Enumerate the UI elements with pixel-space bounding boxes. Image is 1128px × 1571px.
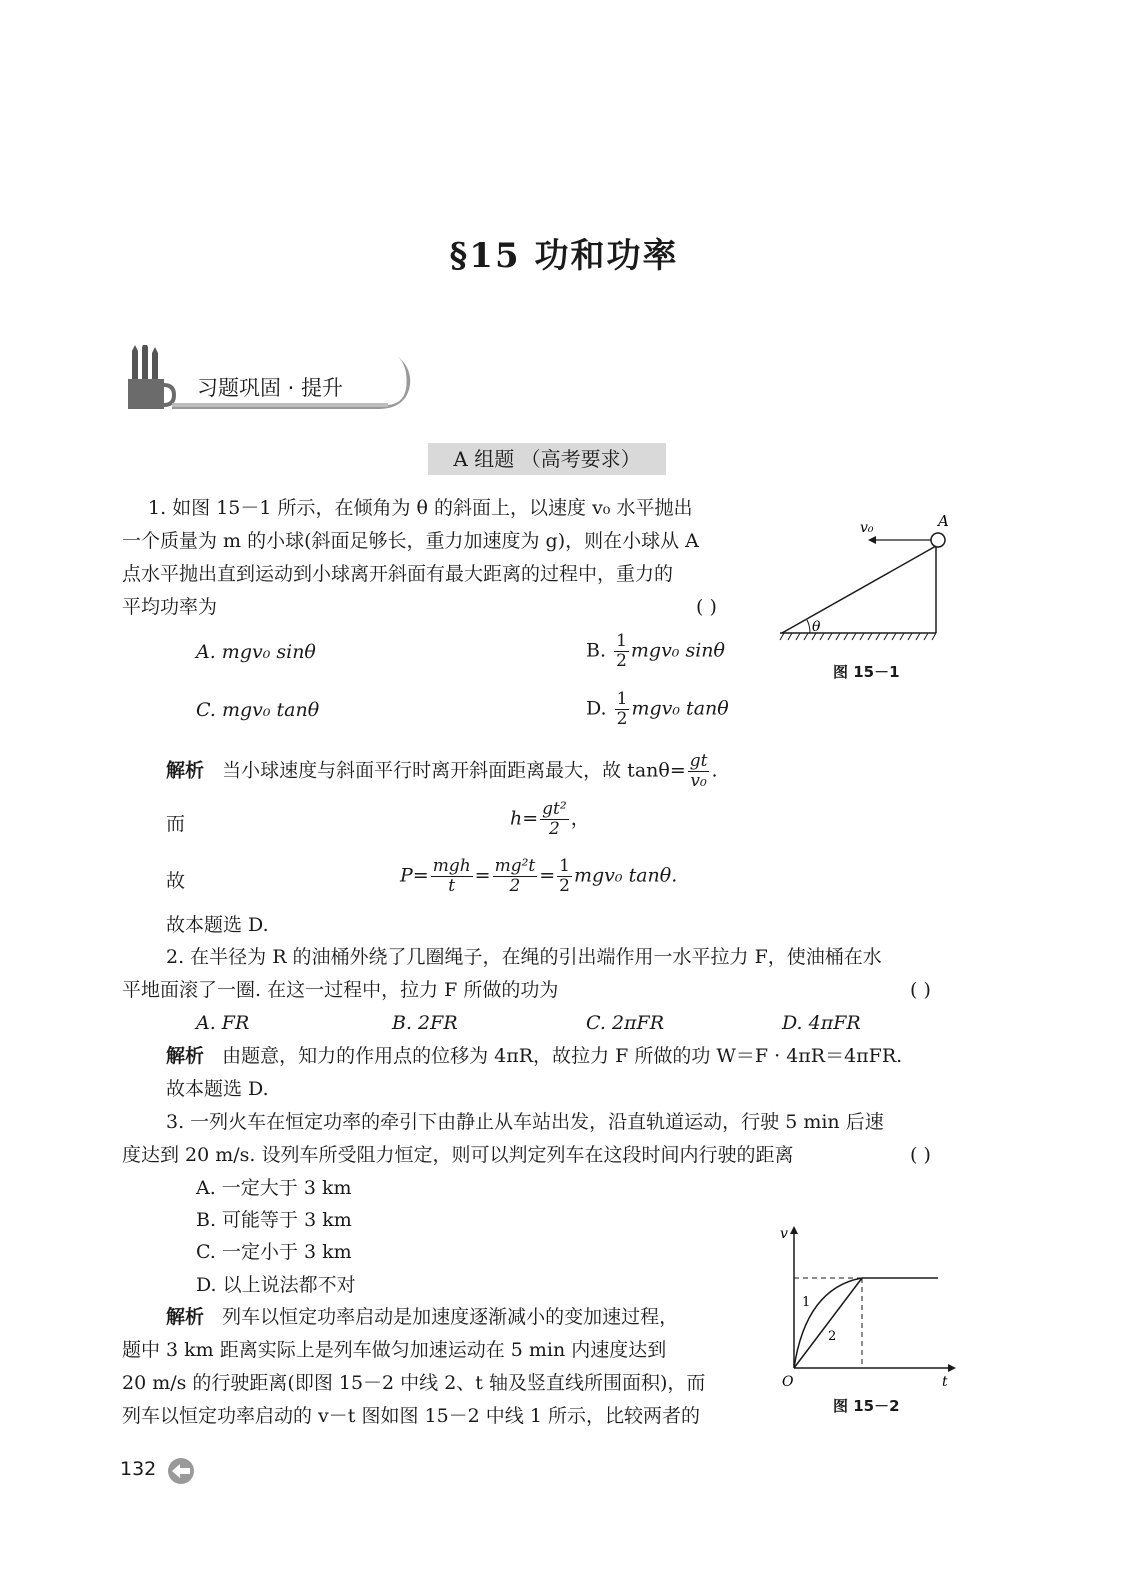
sol1-p-equation: P= $\frac{\text{mgh}}{t}$ = $\frac{\text{mg²t}}{2}$ = $\frac{1}{2}$ mgv₀ tanθ.	[400, 856, 678, 896]
q3-line-2: 度达到 20 m/s. 设列车所受阻力恒定，则可以判定列车在这段时间内行驶的距离	[122, 1144, 794, 1166]
sol3-line-1: 解析 列车以恒定功率启动是加速度逐渐减小的变加速过程，	[166, 1306, 679, 1328]
q1-option-d: D. $\frac{1}{2}$ mgv₀ tanθ	[586, 689, 729, 729]
q3-option-a: A. 一定大于 3 km	[196, 1177, 352, 1199]
q2-line-1: 2. 在半径为 R 的油桶外绕了几圈绳子，在绳的引出端作用一水平拉力 F，使油桶在水	[166, 946, 882, 968]
fig1-label-v0: v₀	[860, 520, 874, 536]
fig1-label-theta: θ	[812, 619, 821, 635]
sol3-line-2: 题中 3 km 距离实际上是列车做匀加速运动在 5 min 内速度达到	[122, 1339, 667, 1361]
q1-line-2: 一个质量为 m 的小球(斜面足够长，重力加速度为 g)，则在小球从 A	[122, 530, 699, 552]
q3-option-d: D. 以上说法都不对	[196, 1274, 356, 1296]
fig2-label-v: v	[780, 1226, 788, 1242]
q2-option-a: A. FR	[196, 1012, 250, 1034]
figure-15-1-caption: 图 15－1	[833, 663, 900, 681]
q1-option-a: A. mgv₀ sinθ	[196, 641, 316, 663]
sol3-line-3: 20 m/s 的行驶距离(即图 15－2 中线 2、t 轴及竖直线所围面积)，而	[122, 1372, 706, 1394]
q3-answer-bracket: ( )	[910, 1144, 931, 1166]
q1-option-b: B. $\frac{1}{2}$ mgv₀ sinθ	[586, 631, 725, 671]
q3-line-1: 3. 一列火车在恒定功率的牵引下由静止从车站出发，沿直轨道运动，行驶 5 min 后速	[166, 1111, 884, 1133]
sol2-conclusion: 故本题选 D.	[166, 1078, 269, 1100]
q1-option-c: C. mgv₀ tanθ	[196, 699, 320, 721]
figure-15-2-caption: 图 15－2	[833, 1397, 900, 1415]
sol1-h-equation: h= $\frac{\text{gt²}}{2}$ ，	[510, 799, 590, 839]
back-arrow-icon	[166, 1456, 196, 1486]
fig2-label-o: O	[782, 1374, 794, 1390]
sol1-conclusion: 故本题选 D.	[166, 914, 269, 936]
sol1-er-label: 而	[166, 813, 186, 835]
q3-option-c: C. 一定小于 3 km	[196, 1241, 352, 1263]
page-number: 132	[120, 1458, 157, 1480]
sol3-label: 解析	[166, 1306, 205, 1328]
sol1-label: 解析	[166, 759, 205, 782]
q2-option-b: B. 2FR	[392, 1012, 458, 1034]
fig2-label-t: t	[942, 1374, 948, 1390]
fig1-label-a: A	[938, 512, 949, 530]
figure-15-1	[776, 508, 956, 648]
fig2-label-1: 1	[802, 1295, 811, 1310]
chapter-title: §15 功和功率	[449, 236, 679, 276]
q1-line-1: 1. 如图 15－1 所示，在倾角为 θ 的斜面上，以速度 v₀ 水平抛出	[148, 497, 693, 519]
group-label: A 组题 （高考要求）	[428, 443, 666, 475]
q1-line-3: 点水平抛出直到运动到小球离开斜面有最大距离的过程中，重力的	[122, 563, 674, 585]
q2-line-2: 平地面滚了一圈. 在这一过程中，拉力 F 所做的功为	[122, 979, 559, 1001]
q3-option-b: B. 可能等于 3 km	[196, 1209, 352, 1231]
figure-15-2	[776, 1218, 966, 1390]
sol2-label: 解析	[166, 1045, 205, 1067]
q2-option-d: D. 4πFR	[782, 1012, 861, 1034]
q1-line-4: 平均功率为	[122, 596, 218, 618]
sol1-gu-label: 故	[166, 870, 186, 892]
q2-answer-bracket: ( )	[910, 979, 931, 1001]
q1-answer-bracket: ( )	[696, 596, 717, 618]
pencil-cup-icon	[128, 345, 174, 409]
sol3-line-4: 列车以恒定功率启动的 v－t 图如图 15－2 中线 1 所示，比较两者的	[122, 1405, 700, 1427]
sol1-line-1: 解析 当小球速度与斜面平行时离开斜面距离最大，故 tanθ= $\frac{gt}{\text{v₀}}$ .	[166, 751, 718, 791]
sol2-line-1: 解析 由题意，知力的作用点的位移为 4πR，故拉力 F 所做的功 W＝F · 4πR＝4πFR.	[166, 1045, 903, 1067]
section-title: 习题巩固 · 提升	[197, 376, 344, 400]
fig2-label-2: 2	[828, 1329, 837, 1344]
q2-option-c: C. 2πFR	[586, 1012, 665, 1034]
